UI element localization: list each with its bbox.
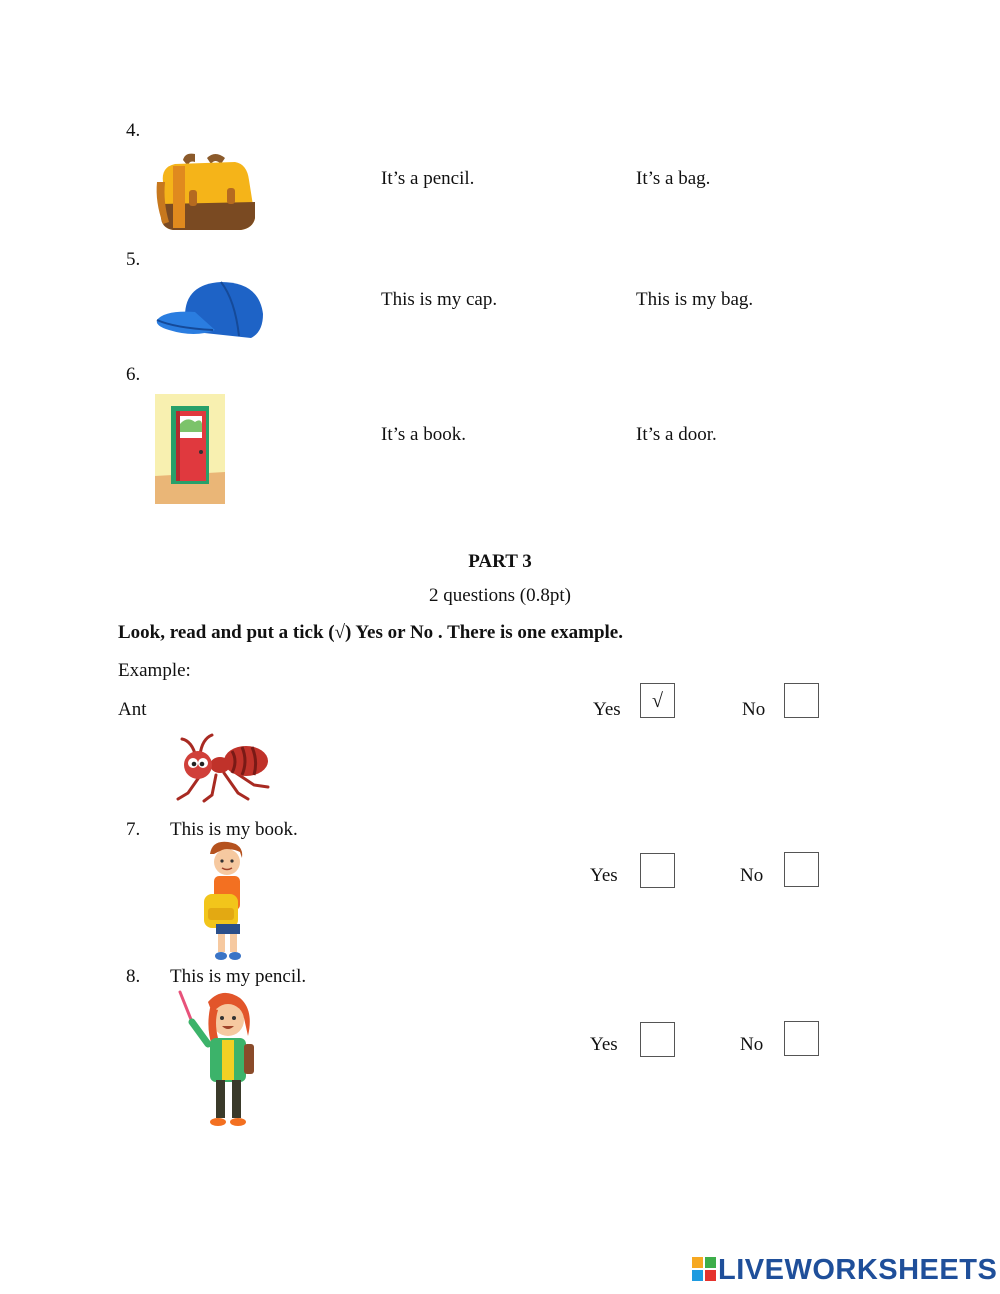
yes-label: Yes: [590, 865, 618, 886]
door-icon: [155, 394, 225, 504]
yes-label: Yes: [593, 699, 621, 720]
logo-mark-icon: [692, 1257, 716, 1281]
no-label: No: [740, 1034, 764, 1055]
option-a[interactable]: It’s a book.: [381, 424, 466, 445]
example-label: Example:: [118, 660, 191, 681]
no-checkbox[interactable]: [784, 1021, 819, 1056]
boy-with-bag-icon: [200, 840, 252, 962]
no-label: No: [740, 865, 764, 886]
part-subtitle: 2 questions (0.8pt): [429, 585, 571, 606]
yes-checkbox[interactable]: √: [640, 683, 675, 718]
option-b[interactable]: This is my bag.: [636, 289, 754, 310]
example-word: Ant: [118, 699, 147, 720]
yes-checkbox[interactable]: [640, 1022, 675, 1057]
no-checkbox[interactable]: [784, 683, 819, 718]
question-sentence: This is my book.: [170, 819, 298, 840]
option-b[interactable]: It’s a bag.: [636, 168, 711, 189]
question-sentence: This is my pencil.: [170, 966, 307, 987]
item-number: 4.: [126, 120, 141, 141]
girl-with-pencil-icon: [178, 988, 262, 1132]
no-label: No: [742, 699, 766, 720]
question-number: 7.: [126, 819, 141, 840]
no-checkbox[interactable]: [784, 852, 819, 887]
cap-icon: [155, 280, 265, 344]
instruction: Look, read and put a tick (√) Yes or No . There is one example.: [118, 622, 623, 643]
option-b[interactable]: It’s a door.: [636, 424, 717, 445]
yes-label: Yes: [590, 1034, 618, 1055]
item-number: 5.: [126, 249, 141, 270]
yes-checkbox[interactable]: [640, 853, 675, 888]
ant-icon: [168, 733, 274, 803]
logo-text: LIVEWORKSHEETS: [718, 1254, 998, 1286]
schoolbag-icon: [155, 152, 257, 232]
option-a[interactable]: It’s a pencil.: [381, 168, 475, 189]
item-number: 6.: [126, 364, 141, 385]
question-number: 8.: [126, 966, 141, 987]
option-a[interactable]: This is my cap.: [381, 289, 498, 310]
part-title: PART 3: [468, 551, 532, 572]
